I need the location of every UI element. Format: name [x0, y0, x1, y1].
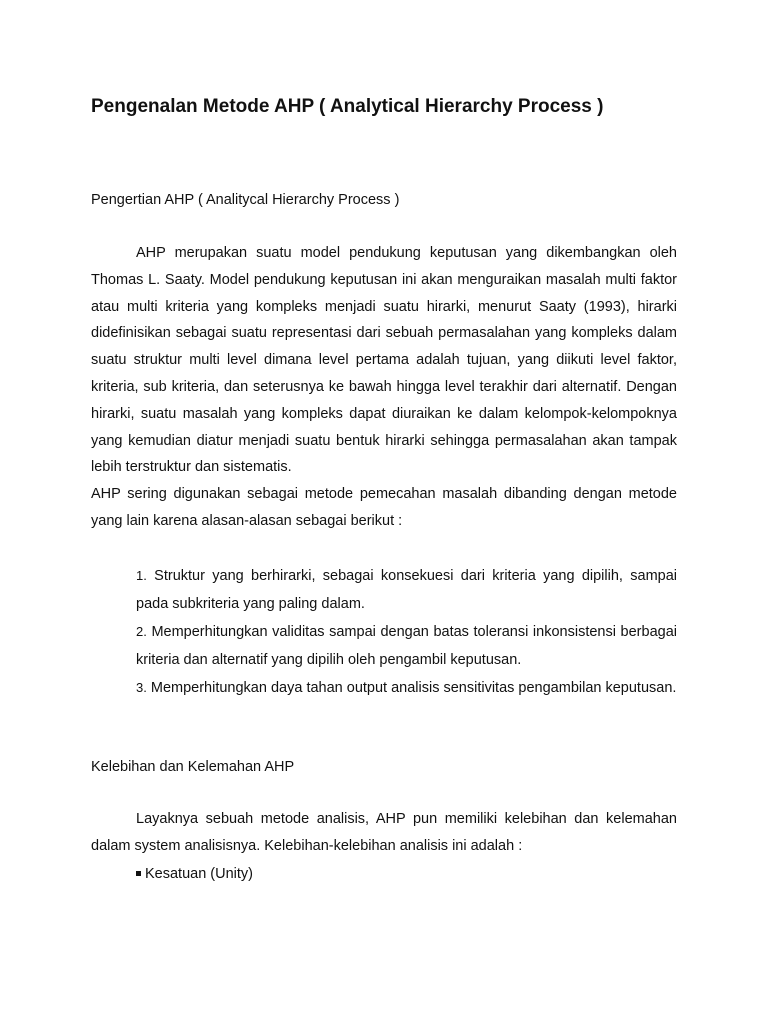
list-item-number: 1.	[136, 568, 147, 583]
bullet-item-text: Kesatuan (Unity)	[145, 866, 253, 882]
bullet-item	[136, 864, 253, 884]
paragraph-ahp-definition: AHP merupakan suatu model pendukung keputusan yang dikembangkan oleh Thomas L. Saaty. Model pendukung keputusan ini akan menguraikan masalah multi faktor atau multi kriteria yang kompleks menjadi suatu hirarki, menurut Saaty (1993), hirarki didefinisikan sebagai suatu representasi dari sebuah permasalahan yang kompleks dalam suatu struktur multi level dimana level pertama adalah tujuan, yang diikuti level faktor, kriteria, sub kriteria, dan seterusnya ke bawah hingga level terakhir dari alternatif. Dengan hirarki, suatu masalah yang kompleks dapat diuraikan ke dalam kelompok-kelompoknya yang kemudian diatur menjadi suatu bentuk hirarki sehingga permasalahan akan tampak lebih terstruktur dan sistematis.	[91, 245, 677, 476]
list-item	[136, 674, 677, 702]
list-item-number: 3.	[136, 680, 147, 695]
section-heading-kelebihan: Kelebihan dan Kelemahan AHP	[91, 759, 295, 775]
paragraph-ahp-reasons-intro: AHP sering digunakan sebagai metode pemecahan masalah dibanding dengan metode yang lain karena alasan-alasan sebagai berikut :	[91, 486, 677, 529]
square-bullet-icon	[136, 871, 141, 876]
document-title: Pengenalan Metode AHP ( Analytical Hierarchy Process )	[91, 96, 604, 117]
reasons-list	[136, 562, 677, 702]
list-item-text: Memperhitungkan daya tahan output analisis sensitivitas pengambilan keputusan.	[150, 680, 677, 696]
list-item-number: 2.	[136, 624, 147, 639]
list-item	[136, 618, 677, 674]
section-heading-pengertian: Pengertian AHP ( Analitycal Hierarchy Process )	[91, 192, 400, 208]
list-item-text: Struktur yang berhirarki, sebagai konsekuesi dari kriteria yang dipilih, sampai pada subkriteria yang paling dalam.	[136, 568, 678, 612]
list-item	[136, 562, 677, 618]
list-item-text: Memperhitungkan validitas sampai dengan batas toleransi inkonsistensi berbagai kriteria dan alternatif yang dipilih oleh pengambil keputusan.	[136, 624, 677, 668]
paragraph-kelebihan-intro: Layaknya sebuah metode analisis, AHP pun memiliki kelebihan dan kelemahan dalam system analisisnya. Kelebihan-kelebihan analisis ini adalah :	[91, 811, 677, 854]
